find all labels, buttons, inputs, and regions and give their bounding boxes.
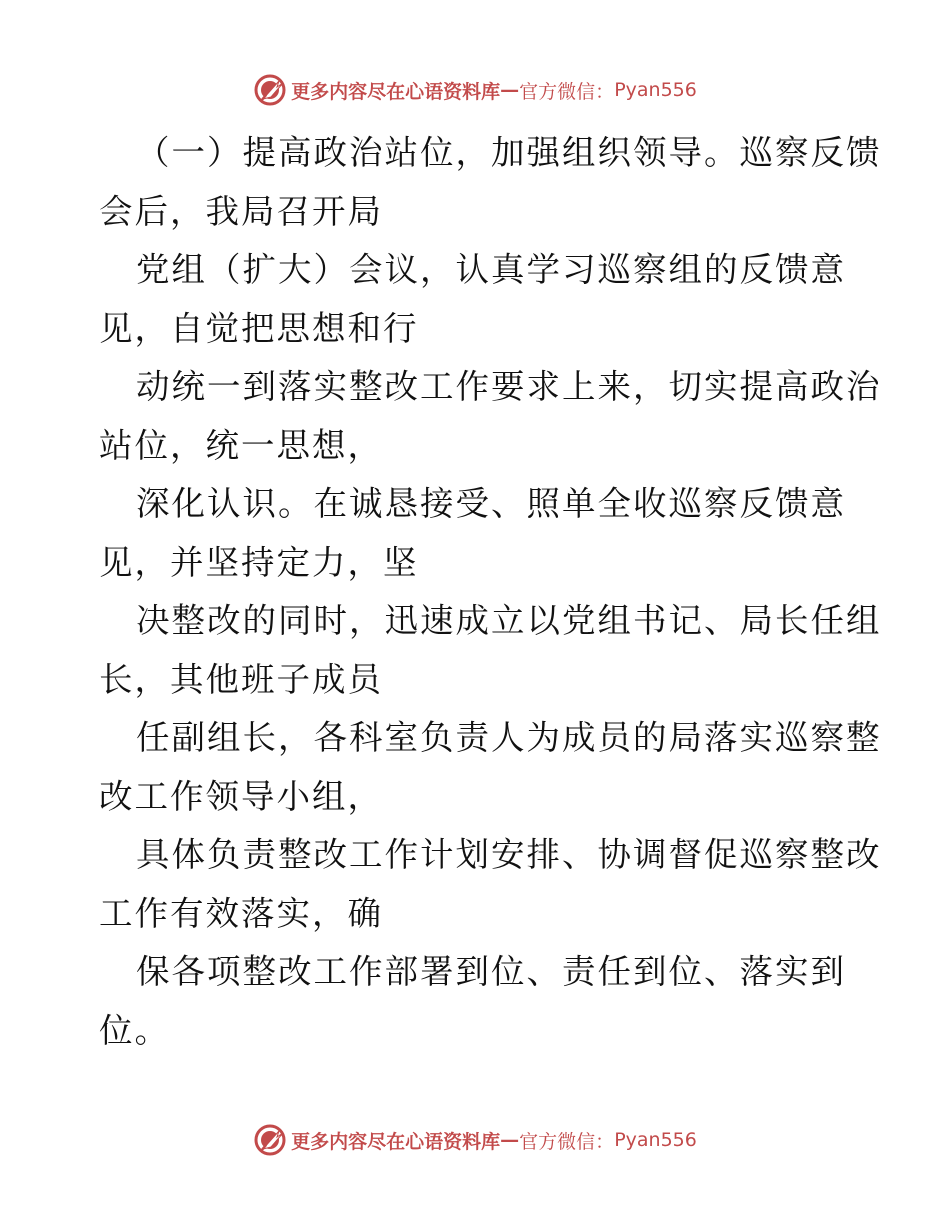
quill-seal-logo — [253, 73, 287, 107]
banner-wechat-id: Pyan556 — [614, 79, 697, 101]
banner-wechat-label: 官方微信： — [519, 80, 615, 103]
body-line: 任副组长，各科室负责人为成员的局落实巡察整 — [136, 718, 882, 757]
body-line: 动统一到落实整改工作要求上来，切实提高政治 — [136, 367, 882, 406]
banner-dash: — — [500, 1129, 520, 1151]
body-line: （一）提高政治站位，加强组织领导。巡察反馈 — [136, 133, 882, 172]
banner-wechat-id: Pyan556 — [614, 1129, 697, 1151]
header-banner — [0, 70, 950, 110]
body-line: 深化认识。在诚恳接受、照单全收巡察反馈意 — [136, 484, 846, 523]
body-line: 见，并坚持定力，坚 — [99, 542, 419, 582]
body-line: 具体负责整改工作计划安排、协调督促巡察整改 — [136, 835, 882, 874]
quill-seal-logo — [253, 1123, 287, 1157]
body-line: 改工作领导小组， — [99, 776, 383, 816]
document-body — [99, 124, 882, 1060]
body-line: 党组（扩大）会议，认真学习巡察组的反馈意 — [136, 250, 846, 289]
body-line: 见，自觉把思想和行 — [99, 308, 419, 348]
body-line: 会后，我局召开局 — [99, 191, 383, 231]
body-line: 长，其他班子成员 — [99, 659, 383, 699]
body-line: 位。 — [99, 1010, 170, 1050]
banner-dash: — — [500, 79, 520, 101]
footer-banner — [0, 1120, 950, 1160]
body-line: 保各项整改工作部署到位、责任到位、落实到 — [136, 952, 846, 991]
body-line: 工作有效落实，确 — [99, 893, 383, 933]
banner-wechat-label: 官方微信： — [519, 1130, 615, 1153]
banner-site-text: 更多内容尽在心语资料库 — [291, 80, 501, 103]
body-line: 站位，统一思想， — [99, 425, 383, 465]
body-line: 决整改的同时，迅速成立以党组书记、局长任组 — [136, 601, 882, 640]
banner-site-text: 更多内容尽在心语资料库 — [291, 1130, 501, 1153]
